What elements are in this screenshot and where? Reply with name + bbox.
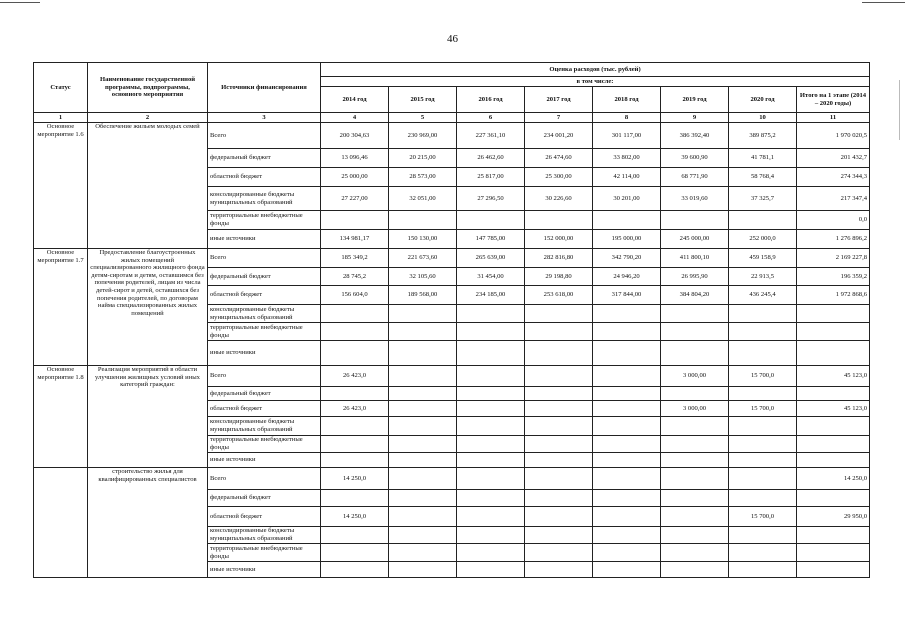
total-value: 0,0 <box>797 211 870 230</box>
year-value: 30 201,00 <box>593 187 661 211</box>
year-value <box>389 417 457 436</box>
year-value: 3 000,00 <box>661 401 729 417</box>
year-value: 68 771,90 <box>661 168 729 187</box>
year-value <box>457 211 525 230</box>
year-value: 14 250,0 <box>321 468 389 490</box>
year-value <box>525 490 593 507</box>
year-value <box>525 323 593 341</box>
funding-source: консолидированные бюджеты муниципальных образований <box>208 527 321 544</box>
year-value <box>389 507 457 527</box>
year-value: 25 300,00 <box>525 168 593 187</box>
budget-table <box>33 62 870 578</box>
year-value <box>321 417 389 436</box>
year-value: 200 304,63 <box>321 123 389 149</box>
year-value <box>593 490 661 507</box>
total-value: 2 169 227,8 <box>797 249 870 268</box>
funding-source: областной бюджет <box>208 168 321 187</box>
total-value: 14 250,0 <box>797 468 870 490</box>
funding-source: областной бюджет <box>208 401 321 417</box>
year-value <box>661 468 729 490</box>
year-value: 31 454,00 <box>457 268 525 286</box>
year-value <box>661 436 729 453</box>
year-value: 28 573,00 <box>389 168 457 187</box>
total-value: 274 344,3 <box>797 168 870 187</box>
year-value <box>593 387 661 401</box>
year-value <box>525 453 593 468</box>
year-value <box>321 436 389 453</box>
year-value <box>593 401 661 417</box>
year-value <box>457 323 525 341</box>
year-value <box>661 507 729 527</box>
year-value <box>729 490 797 507</box>
funding-source: иные источники <box>208 562 321 578</box>
total-value <box>797 490 870 507</box>
column-number: 9 <box>661 113 729 123</box>
year-value <box>729 453 797 468</box>
column-number: 1 <box>34 113 88 123</box>
year-value <box>525 527 593 544</box>
year-value: 156 604,0 <box>321 286 389 305</box>
year-value: 25 817,00 <box>457 168 525 187</box>
year-value: 234 185,00 <box>457 286 525 305</box>
total-value <box>797 305 870 323</box>
total-value <box>797 417 870 436</box>
year-value <box>389 544 457 562</box>
year-value: 32 051,00 <box>389 187 457 211</box>
total-value <box>797 436 870 453</box>
header-year: 2015 год <box>389 87 457 113</box>
year-value: 32 105,60 <box>389 268 457 286</box>
year-value: 58 768,4 <box>729 168 797 187</box>
total-value: 1 970 020,5 <box>797 123 870 149</box>
year-value: 41 781,1 <box>729 149 797 168</box>
year-value <box>593 527 661 544</box>
funding-source: иные источники <box>208 230 321 249</box>
margin-mark <box>899 80 900 140</box>
header-status: Статус <box>34 63 88 113</box>
year-value <box>593 341 661 366</box>
year-value <box>525 468 593 490</box>
measure-name: Реализация мероприятий в области улучшения жилищных условий иных категорий граждан: <box>88 366 208 468</box>
year-value: 14 250,0 <box>321 507 389 527</box>
column-number: 8 <box>593 113 661 123</box>
funding-source: Всего <box>208 366 321 387</box>
year-value <box>389 366 457 387</box>
funding-source: территориальные внебюджетные фонды <box>208 211 321 230</box>
year-value: 227 361,10 <box>457 123 525 149</box>
funding-source: Всего <box>208 249 321 268</box>
year-value: 20 215,00 <box>389 149 457 168</box>
year-value <box>457 305 525 323</box>
total-value <box>797 387 870 401</box>
total-value: 217 347,4 <box>797 187 870 211</box>
year-value <box>321 387 389 401</box>
year-value: 147 785,00 <box>457 230 525 249</box>
year-value: 436 245,4 <box>729 286 797 305</box>
total-value: 45 123,0 <box>797 401 870 417</box>
year-value: 195 000,00 <box>593 230 661 249</box>
table-row <box>34 366 870 387</box>
funding-source: территориальные внебюджетные фонды <box>208 544 321 562</box>
year-value: 282 816,80 <box>525 249 593 268</box>
total-value <box>797 453 870 468</box>
year-value <box>593 417 661 436</box>
year-value <box>321 544 389 562</box>
year-value: 134 981,17 <box>321 230 389 249</box>
year-value <box>729 387 797 401</box>
year-value <box>661 417 729 436</box>
funding-source: федеральный бюджет <box>208 149 321 168</box>
year-value: 15 700,0 <box>729 401 797 417</box>
year-value <box>321 527 389 544</box>
table-row <box>34 249 870 268</box>
year-value: 15 700,0 <box>729 507 797 527</box>
column-number: 2 <box>88 113 208 123</box>
year-value: 301 117,00 <box>593 123 661 149</box>
year-value <box>729 417 797 436</box>
year-value: 33 019,60 <box>661 187 729 211</box>
table-row <box>34 468 870 490</box>
year-value <box>457 401 525 417</box>
year-value: 234 001,20 <box>525 123 593 149</box>
year-value <box>525 436 593 453</box>
year-value <box>525 211 593 230</box>
funding-source: консолидированные бюджеты муниципальных образований <box>208 305 321 323</box>
year-value: 342 790,20 <box>593 249 661 268</box>
total-value: 1 276 896,2 <box>797 230 870 249</box>
year-value <box>729 527 797 544</box>
year-value <box>593 436 661 453</box>
year-value <box>525 341 593 366</box>
year-value <box>729 436 797 453</box>
year-value <box>389 453 457 468</box>
total-value: 45 123,0 <box>797 366 870 387</box>
year-value <box>525 305 593 323</box>
year-value: 152 000,00 <box>525 230 593 249</box>
year-value: 384 804,20 <box>661 286 729 305</box>
year-value: 253 618,00 <box>525 286 593 305</box>
status-cell <box>34 468 88 578</box>
header-year: 2016 год <box>457 87 525 113</box>
year-value <box>457 562 525 578</box>
year-value <box>729 562 797 578</box>
funding-source: областной бюджет <box>208 286 321 305</box>
year-value: 389 875,2 <box>729 123 797 149</box>
header-year: 2020 год <box>729 87 797 113</box>
funding-source: территориальные внебюджетные фонды <box>208 436 321 453</box>
year-value <box>661 527 729 544</box>
year-value: 26 474,60 <box>525 149 593 168</box>
year-value <box>321 323 389 341</box>
total-value: 196 359,2 <box>797 268 870 286</box>
year-value: 26 995,90 <box>661 268 729 286</box>
year-value <box>457 527 525 544</box>
total-value <box>797 544 870 562</box>
status-cell: Основное мероприятие 1.8 <box>34 366 88 468</box>
year-value <box>729 544 797 562</box>
year-value <box>389 211 457 230</box>
year-value: 230 969,00 <box>389 123 457 149</box>
year-value <box>457 436 525 453</box>
year-value <box>389 387 457 401</box>
year-value <box>729 341 797 366</box>
year-value <box>457 341 525 366</box>
year-value <box>457 468 525 490</box>
year-value: 26 423,0 <box>321 401 389 417</box>
year-value <box>525 401 593 417</box>
year-value: 265 639,00 <box>457 249 525 268</box>
funding-source: территориальные внебюджетные фонды <box>208 323 321 341</box>
column-number: 4 <box>321 113 389 123</box>
funding-source: Всего <box>208 468 321 490</box>
year-value <box>457 507 525 527</box>
year-value <box>525 562 593 578</box>
year-value <box>389 341 457 366</box>
header-estimate: Оценка расходов (тыс. рублей) <box>321 63 870 77</box>
year-value <box>661 490 729 507</box>
year-value: 24 946,20 <box>593 268 661 286</box>
year-value <box>593 323 661 341</box>
funding-source: консолидированные бюджеты муниципальных образований <box>208 187 321 211</box>
year-value <box>661 305 729 323</box>
year-value <box>593 453 661 468</box>
year-value <box>457 453 525 468</box>
total-value <box>797 527 870 544</box>
year-value <box>389 562 457 578</box>
year-value <box>389 468 457 490</box>
header-year: 2017 год <box>525 87 593 113</box>
funding-source: иные источники <box>208 341 321 366</box>
year-value: 33 802,00 <box>593 149 661 168</box>
header-including: в том числе: <box>321 77 870 87</box>
year-value: 27 227,00 <box>321 187 389 211</box>
year-value: 30 226,60 <box>525 187 593 211</box>
year-value: 150 130,00 <box>389 230 457 249</box>
total-value <box>797 341 870 366</box>
year-value: 13 096,46 <box>321 149 389 168</box>
year-value <box>661 323 729 341</box>
year-value: 15 700,0 <box>729 366 797 387</box>
year-value: 25 000,00 <box>321 168 389 187</box>
year-value <box>729 323 797 341</box>
funding-source: федеральный бюджет <box>208 268 321 286</box>
year-value <box>321 341 389 366</box>
year-value <box>661 544 729 562</box>
page-number: 46 <box>447 33 458 45</box>
year-value <box>321 562 389 578</box>
year-value <box>389 436 457 453</box>
year-value <box>457 490 525 507</box>
year-value <box>661 341 729 366</box>
year-value <box>593 507 661 527</box>
year-value: 221 673,60 <box>389 249 457 268</box>
year-value <box>457 544 525 562</box>
header-year: 2019 год <box>661 87 729 113</box>
year-value: 29 198,80 <box>525 268 593 286</box>
status-cell: Основное мероприятие 1.7 <box>34 249 88 366</box>
year-value <box>661 211 729 230</box>
year-value <box>525 544 593 562</box>
year-value: 37 325,7 <box>729 187 797 211</box>
year-value: 22 913,5 <box>729 268 797 286</box>
year-value <box>661 387 729 401</box>
measure-name: строительство жилья для квалифицированных специалистов <box>88 468 208 578</box>
year-value <box>321 305 389 323</box>
year-value <box>321 211 389 230</box>
year-value <box>525 387 593 401</box>
year-value <box>457 387 525 401</box>
funding-source: иные источники <box>208 453 321 468</box>
year-value: 42 114,00 <box>593 168 661 187</box>
year-value <box>525 507 593 527</box>
total-value: 29 950,0 <box>797 507 870 527</box>
funding-source: консолидированные бюджеты муниципальных образований <box>208 417 321 436</box>
year-value <box>321 490 389 507</box>
column-number: 11 <box>797 113 870 123</box>
year-value <box>389 490 457 507</box>
year-value: 27 296,50 <box>457 187 525 211</box>
year-value <box>389 401 457 417</box>
total-value <box>797 323 870 341</box>
year-value <box>729 305 797 323</box>
year-value: 3 000,00 <box>661 366 729 387</box>
year-value: 28 745,2 <box>321 268 389 286</box>
total-value <box>797 562 870 578</box>
year-value: 39 600,90 <box>661 149 729 168</box>
status-cell: Основное мероприятие 1.6 <box>34 123 88 249</box>
measure-name: Предоставление благоустроенных жилых помещений специализированного жилищного фонда детям-сиротам и детям, оставшимся без попечения родителей, лицам из числа детей-сирот и детей, оставшихся без попечения родителей, по договорам найма специализированных жилых помещений <box>88 249 208 366</box>
year-value <box>661 453 729 468</box>
top-rule-left <box>0 2 40 3</box>
year-value <box>593 562 661 578</box>
year-value <box>593 305 661 323</box>
year-value <box>389 305 457 323</box>
column-number: 5 <box>389 113 457 123</box>
year-value <box>389 527 457 544</box>
table-row <box>34 123 870 149</box>
year-value: 317 844,00 <box>593 286 661 305</box>
year-value: 252 000,0 <box>729 230 797 249</box>
top-rule-right <box>862 2 905 3</box>
year-value <box>729 468 797 490</box>
header-sources: Источники финансирования <box>208 63 321 113</box>
year-value <box>593 468 661 490</box>
year-value: 26 462,60 <box>457 149 525 168</box>
header-year: 2014 год <box>321 87 389 113</box>
funding-source: федеральный бюджет <box>208 387 321 401</box>
year-value: 26 423,0 <box>321 366 389 387</box>
header-name: Наименование государственной программы, подпрограммы, основного мероприятия <box>88 63 208 113</box>
funding-source: областной бюджет <box>208 507 321 527</box>
total-value: 201 432,7 <box>797 149 870 168</box>
year-value: 185 349,2 <box>321 249 389 268</box>
year-value <box>321 453 389 468</box>
year-value <box>389 323 457 341</box>
year-value: 189 568,00 <box>389 286 457 305</box>
column-number: 10 <box>729 113 797 123</box>
year-value: 386 392,40 <box>661 123 729 149</box>
column-number: 7 <box>525 113 593 123</box>
funding-source: Всего <box>208 123 321 149</box>
year-value <box>593 211 661 230</box>
year-value <box>661 562 729 578</box>
measure-name: Обеспечение жильем молодых семей <box>88 123 208 249</box>
year-value <box>593 544 661 562</box>
year-value <box>525 366 593 387</box>
total-value: 1 972 868,6 <box>797 286 870 305</box>
year-value: 459 158,9 <box>729 249 797 268</box>
year-value <box>729 211 797 230</box>
year-value <box>457 417 525 436</box>
column-number: 3 <box>208 113 321 123</box>
year-value: 411 800,10 <box>661 249 729 268</box>
year-value <box>457 366 525 387</box>
header-year: 2018 год <box>593 87 661 113</box>
funding-source: федеральный бюджет <box>208 490 321 507</box>
year-value: 245 000,00 <box>661 230 729 249</box>
header-total: Итого на 1 этапе (2014 – 2020 годы) <box>797 87 870 113</box>
year-value <box>525 417 593 436</box>
year-value <box>593 366 661 387</box>
column-number: 6 <box>457 113 525 123</box>
